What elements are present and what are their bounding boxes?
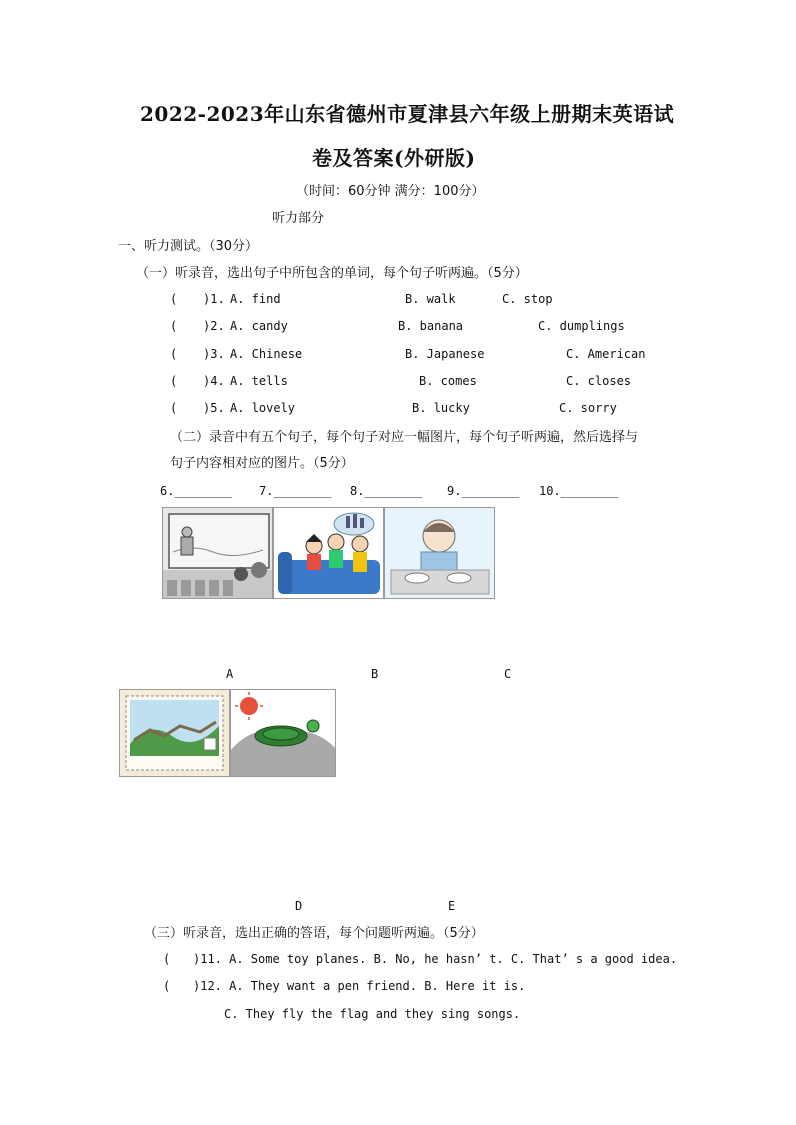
section-1-heading: 一、听力测试。（30分） bbox=[118, 239, 259, 254]
q3-paren[interactable]: ( bbox=[170, 347, 178, 361]
sub-section-2-heading-line-2: 句子内容相对应的图片。（5分） bbox=[170, 456, 354, 471]
q4-number: )4. bbox=[203, 374, 225, 388]
q12-text: )12. A. They want a pen friend. B. Here it is. bbox=[193, 979, 526, 993]
q3-option-a: A. Chinese bbox=[230, 347, 303, 361]
exam-meta: （时间：60分钟 满分：100分） bbox=[296, 184, 485, 199]
q11-text: )11. A. Some toy planes. B. No, he hasn’ t. C. That’ s a good idea. bbox=[193, 952, 678, 966]
answer-blank-10[interactable]: 10.________ bbox=[539, 484, 619, 498]
q2-number: )2. bbox=[203, 319, 225, 333]
picture-c-boy-eating bbox=[384, 507, 495, 599]
part-label: 听力部分 bbox=[272, 211, 325, 226]
picture-label-b: B bbox=[371, 667, 379, 681]
q3-number: )3. bbox=[203, 347, 225, 361]
q4-option-a: A. tells bbox=[230, 374, 288, 388]
answer-blank-7[interactable]: 7.________ bbox=[259, 484, 332, 498]
picture-b-family-sofa bbox=[273, 507, 384, 599]
q5-paren[interactable]: ( bbox=[170, 401, 178, 415]
q2-option-a: A. candy bbox=[230, 319, 288, 333]
q3-option-c: C. American bbox=[566, 347, 646, 361]
answer-blank-8[interactable]: 8.________ bbox=[350, 484, 423, 498]
q2-option-b: B. banana bbox=[398, 319, 464, 333]
q1-number: )1. bbox=[203, 292, 225, 306]
q2-paren[interactable]: ( bbox=[170, 319, 178, 333]
picture-d-great-wall-stamp bbox=[119, 689, 230, 777]
answer-blank-9[interactable]: 9.________ bbox=[447, 484, 520, 498]
picture-label-e: E bbox=[448, 899, 456, 913]
picture-a-cinema bbox=[162, 507, 273, 599]
q1-paren[interactable]: ( bbox=[170, 292, 178, 306]
answer-blank-6[interactable]: 6.________ bbox=[160, 484, 233, 498]
sub-section-1-heading: （一）听录音，选出句子中所包含的单词，每个句子听两遍。（5分） bbox=[136, 266, 528, 281]
picture-e-snake-sun bbox=[230, 689, 336, 777]
sub-section-2-heading-line-1: （二）录音中有五个句子，每个句子对应一幅图片，每个句子听两遍，然后选择与 bbox=[170, 430, 639, 445]
picture-label-d: D bbox=[295, 899, 303, 913]
q1-option-a: A. find bbox=[230, 292, 281, 306]
picture-label-c: C bbox=[504, 667, 512, 681]
q1-option-b: B. walk bbox=[405, 292, 456, 306]
q4-option-b: B. comes bbox=[419, 374, 477, 388]
q1-option-c: C. stop bbox=[502, 292, 553, 306]
q4-paren[interactable]: ( bbox=[170, 374, 178, 388]
q12-option-c: C. They fly the flag and they sing songs. bbox=[224, 1007, 521, 1021]
sub-section-3-heading: （三）听录音，选出正确的答语，每个问题听两遍。（5分） bbox=[144, 926, 484, 941]
title-line-2: 卷及答案(外研版) bbox=[312, 146, 476, 170]
q5-option-b: B. lucky bbox=[412, 401, 470, 415]
q12-paren[interactable]: ( bbox=[163, 979, 171, 993]
q3-option-b: B. Japanese bbox=[405, 347, 485, 361]
q5-number: )5. bbox=[203, 401, 225, 415]
q5-option-a: A. lovely bbox=[230, 401, 296, 415]
q4-option-c: C. closes bbox=[566, 374, 632, 388]
picture-label-a: A bbox=[226, 667, 234, 681]
title-line-1: 2022-2023年山东省德州市夏津县六年级上册期末英语试 bbox=[140, 102, 675, 126]
q11-paren[interactable]: ( bbox=[163, 952, 171, 966]
q2-option-c: C. dumplings bbox=[538, 319, 625, 333]
q5-option-c: C. sorry bbox=[559, 401, 617, 415]
